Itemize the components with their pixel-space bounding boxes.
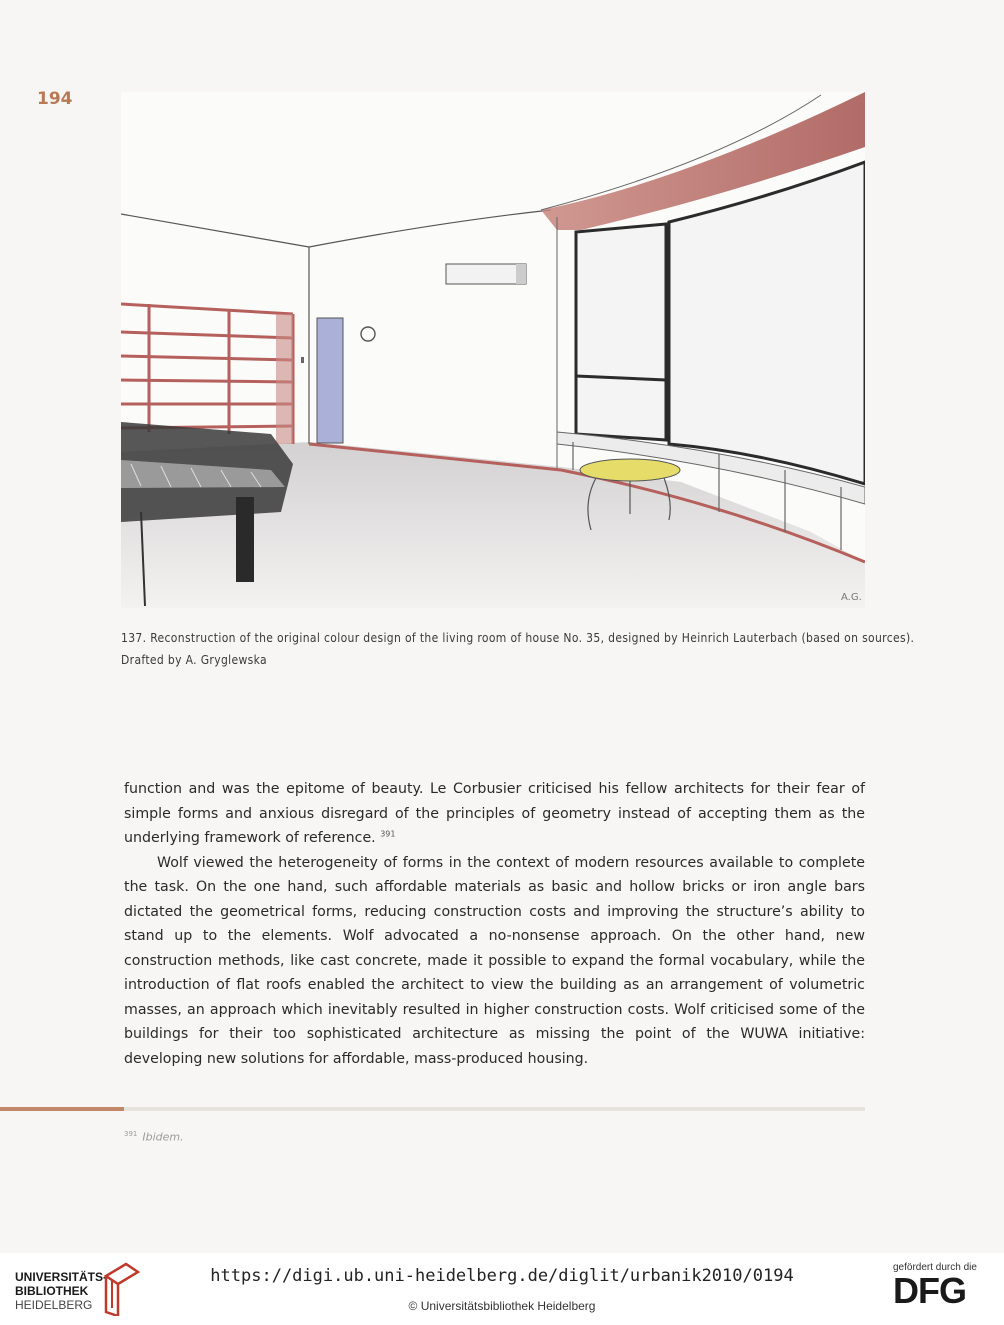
- illustration-signature: A.G.: [841, 592, 862, 603]
- page-number: 194: [37, 89, 73, 109]
- funder-big-text: DFG: [893, 1270, 966, 1311]
- illustration-living-room: [121, 92, 865, 608]
- caption-line-1: 137. Reconstruction of the original colour design of the living room of house No. 35, designed by Heinrich Lauterbach (based on sources).: [121, 631, 915, 645]
- footer-bar: [0, 1253, 1004, 1325]
- funder-logo[interactable]: [893, 1262, 993, 1309]
- divider-rule: [124, 1107, 865, 1111]
- figure-caption: [121, 627, 921, 671]
- library-line-2: BIBLIOTHEK: [15, 1284, 89, 1298]
- copyright-notice: © Universitätsbibliothek Heidelberg: [408, 1299, 596, 1313]
- paragraph-2: Wolf viewed the heterogeneity of forms in the context of modern resources available to complete the task. On the one hand, such affordable materials as basic and hollow bricks or iron angle bars dictated the geometrical forms, reducing construction costs and improving the structure’s ability to stand up to the elements. Wolf advocated a no-nonsense approach. On the other hand, new construction methods, like cast concrete, made it possible to expand the formal vocabulary, while the introduction of flat roofs enabled the architect to view the building as an arrangement of volumetric masses, an approach which inevitably resulted in higher construction costs. Wolf criticised some of the buildings for their too sophisticated architecture as missing the point of the WUWA initiative: developing new solutions for affordable, mass-produced housing.: [124, 854, 865, 1067]
- divider-accent: [0, 1107, 124, 1111]
- footnote: [124, 1130, 184, 1144]
- paragraph-1-text: function and was the epitome of beauty. Le Corbusier criticised his fellow architects for their fear of simple forms and anxious disregard of the principles of geometry instead of accepting them as the underlying framework of reference.: [124, 781, 865, 846]
- funder-small-text: gefördert durch die: [893, 1262, 977, 1273]
- footnote-text: Ibidem.: [142, 1130, 184, 1144]
- footnote-number: 391: [124, 1130, 138, 1138]
- library-line-1: UNIVERSITÄTS-: [15, 1270, 108, 1284]
- library-line-3: HEIDELBERG: [15, 1298, 93, 1312]
- paragraph-1: [124, 777, 865, 851]
- document-url[interactable]: https://digi.ub.uni-heidelberg.de/diglit/urbanik2010/0194: [210, 1266, 794, 1286]
- caption-line-2: Drafted by A. Gryglewska: [121, 653, 268, 667]
- body-text: [124, 777, 865, 1071]
- footnote-ref[interactable]: 391: [380, 829, 396, 839]
